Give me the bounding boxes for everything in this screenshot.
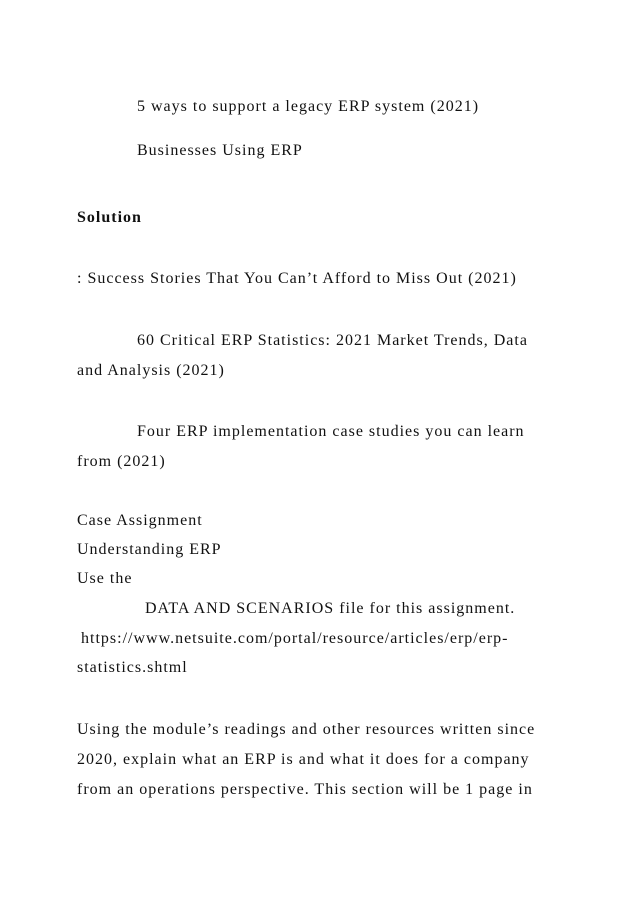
data-and-scenarios-text: DATA AND SCENARIOS file for this assignment. (145, 600, 516, 617)
reference-legacy-erp: 5 ways to support a legacy ERP system (2021) (137, 98, 480, 115)
understanding-erp-heading: Understanding ERP (77, 541, 222, 558)
statistics-url-line-1[interactable]: https://www.netsuite.com/portal/resource/articles/erp/erp- (81, 630, 509, 647)
body-paragraph-line-3: from an operations perspective. This section will be 1 page in (77, 781, 533, 798)
body-paragraph-line-2: 2020, explain what an ERP is and what it does for a company (77, 751, 530, 768)
reference-success-stories: : Success Stories That You Can’t Afford to Miss Out (2021) (77, 270, 517, 287)
statistics-url-line-2[interactable]: statistics.shtml (77, 659, 188, 676)
case-assignment-heading: Case Assignment (77, 512, 203, 529)
reference-case-studies-line-1: Four ERP implementation case studies you can learn (137, 423, 525, 440)
body-paragraph-line-1: Using the module’s readings and other resources written since (77, 721, 536, 738)
reference-case-studies-line-2: from (2021) (77, 453, 166, 470)
reference-businesses-using-erp: Businesses Using ERP (137, 142, 303, 159)
solution-heading: Solution (77, 209, 142, 226)
reference-statistics-line-1: 60 Critical ERP Statistics: 2021 Market Trends, Data (137, 332, 528, 349)
reference-statistics-line-2: and Analysis (2021) (77, 362, 225, 379)
use-the-text: Use the (77, 570, 133, 587)
